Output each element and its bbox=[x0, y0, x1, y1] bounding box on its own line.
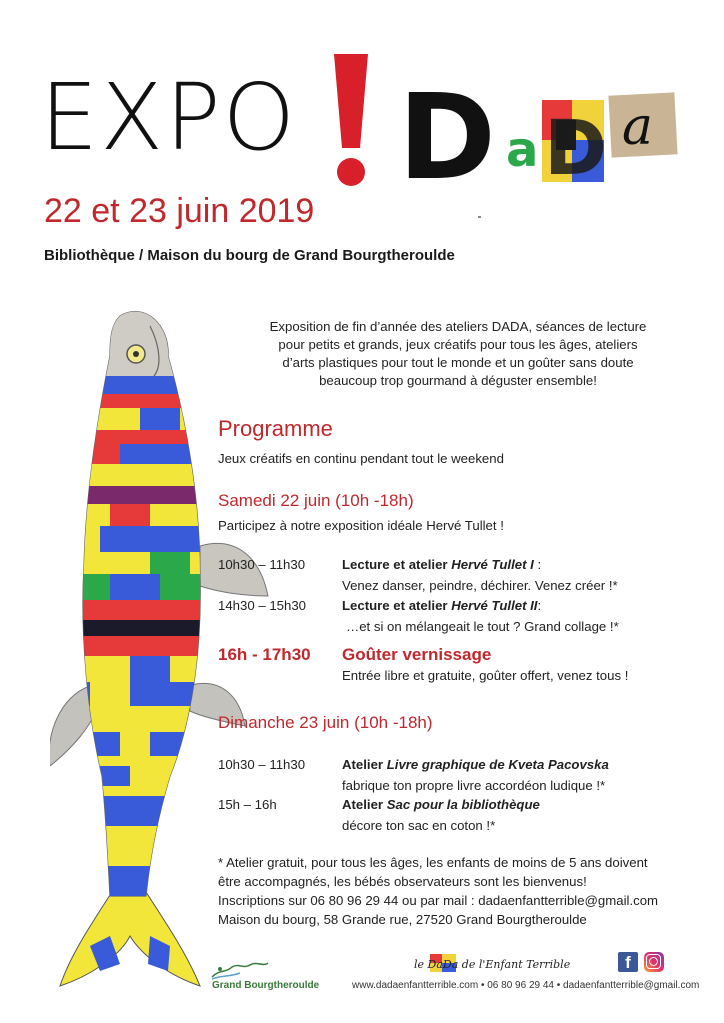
saturday-heading: Samedi 22 juin (10h -18h) bbox=[218, 491, 414, 510]
event-title: Lecture et atelier Hervé Tullet I : bbox=[342, 557, 542, 572]
programme-heading: Programme bbox=[218, 416, 333, 441]
brand-logo bbox=[412, 952, 608, 974]
event-detail: …et si on mélangeait le tout ? Grand collage !* bbox=[346, 619, 619, 634]
event-detail: décore ton sac en coton !* bbox=[342, 818, 496, 833]
intro-line: beaucoup trop gourmand à déguster ensemble! bbox=[319, 373, 597, 388]
event-time: 10h30 – 11h30 bbox=[218, 757, 306, 772]
event-detail: Venez danser, peindre, déchirer. Venez créer !* bbox=[342, 578, 618, 593]
event-title: Lecture et atelier Hervé Tullet II: bbox=[342, 598, 542, 613]
dada-letter-4: a bbox=[622, 97, 654, 157]
footnote-line: Inscriptions sur 06 80 96 29 44 ou par mail : dadaenfantterrible@gmail.com bbox=[218, 893, 659, 908]
gouter-title: Goûter vernissage bbox=[342, 645, 492, 664]
event-detail: fabrique ton propre livre accordéon ludique !* bbox=[342, 778, 606, 793]
event-venue: Bibliothèque / Maison du bourg de Grand Bourgtheroulde bbox=[44, 247, 455, 264]
footnote-line: Maison du bourg, 58 Grande rue, 27520 Grand Bourgtheroulde bbox=[218, 912, 587, 927]
event-time: 14h30 – 15h30 bbox=[218, 598, 307, 613]
contact-line: www.dadaenfantterrible.com • 06 80 96 29 44 • dadaenfantterrible@gmail.com bbox=[352, 980, 700, 991]
exclamation-mark-icon bbox=[326, 50, 376, 190]
gouter-time: 16h - 17h30 bbox=[218, 645, 311, 664]
footnote bbox=[218, 853, 698, 929]
brand-logo-text: le DaDa de l'Enfant Terrible bbox=[414, 958, 571, 971]
dada-letter-1: D bbox=[398, 70, 496, 190]
town-logo-text: Grand Bourgtheroulde bbox=[212, 980, 320, 991]
saturday-subtitle: Participez à notre exposition idéale Hervé Tullet ! bbox=[218, 518, 504, 533]
dada-logo bbox=[396, 70, 686, 190]
intro-text bbox=[218, 318, 698, 390]
gouter-detail: Entrée libre et gratuite, goûter offert, venez tous ! bbox=[342, 668, 629, 683]
event-dates: 22 et 23 juin 2019 bbox=[44, 192, 315, 230]
event-time: 10h30 – 11h30 bbox=[218, 557, 306, 572]
event-title: Atelier Livre graphique de Kveta Pacovska bbox=[342, 757, 609, 772]
intro-line: Exposition de fin d’année des ateliers DADA, séances de lecture bbox=[269, 319, 647, 334]
facebook-icon[interactable]: f bbox=[618, 952, 638, 972]
instagram-icon[interactable] bbox=[644, 952, 664, 972]
dada-letter-3: D bbox=[544, 103, 608, 190]
footnote-line: * Atelier gratuit, pour tous les âges, les enfants de moins de 5 ans doivent bbox=[218, 855, 648, 870]
dada-letter-2: a bbox=[506, 122, 539, 178]
event-time: 15h – 16h bbox=[218, 797, 277, 812]
event-title: Atelier Sac pour la bibliothèque bbox=[342, 797, 540, 812]
footnote-line: être accompagnés, les bébés observateurs sont les bienvenus! bbox=[218, 874, 587, 889]
stray-dot bbox=[478, 216, 481, 218]
programme-subtitle: Jeux créatifs en continu pendant tout le weekend bbox=[218, 451, 504, 466]
intro-line: d’arts plastiques pour tout le monde et un goûter sans doute bbox=[282, 355, 634, 370]
sunday-heading: Dimanche 23 juin (10h -18h) bbox=[218, 713, 433, 732]
expo-title: EXPO bbox=[40, 64, 298, 171]
intro-line: pour petits et grands, jeux créatifs pour tous les âges, ateliers bbox=[278, 337, 638, 352]
